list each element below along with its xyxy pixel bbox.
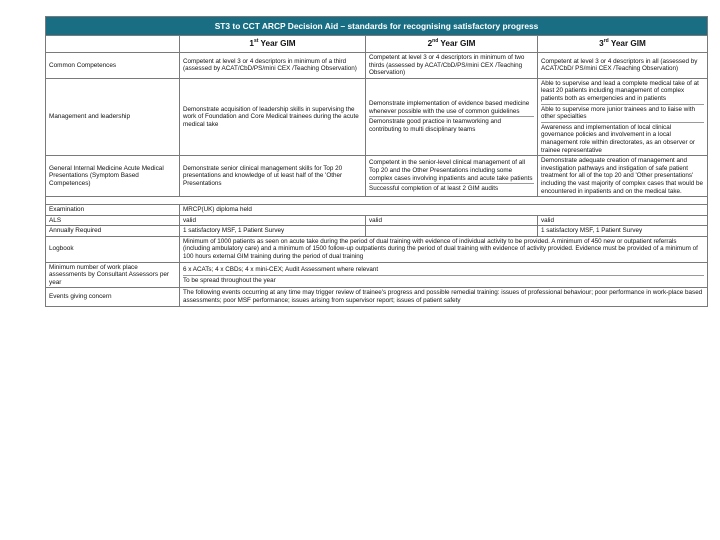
title-row bbox=[46, 17, 708, 36]
row-common-competences bbox=[46, 53, 708, 79]
cell-all-years: The following events occurring at any time may trigger review of trainee's progress and possible remedial training: issues of professional behaviour; poor performance in work-place based assessments; poor MSF performance; issues arising from supervisor report; issues of patient safety bbox=[180, 288, 708, 306]
year-3-suffix: rd bbox=[603, 38, 609, 44]
cell-all-years: Minimum of 1000 patients as seen on acute take during the period of dual training with evidence of individual activity to be provided. A minimum of 450 new or outpatient referrals (including ambulatory care) and a minimum of 1500 follow-up outpatients during the period of dual training with evidence of activity provided. Evidence must be provided of a minimum of 100 hours external GIM training during the period of dual training bbox=[180, 236, 708, 262]
row-workplace-assessments bbox=[46, 262, 708, 288]
cell-segment: To be spread throughout the year bbox=[183, 275, 704, 285]
cell-all-years bbox=[180, 262, 708, 288]
row-label: Annually Required bbox=[46, 226, 180, 237]
cell-year-3: Demonstrate adequate creation of management and investigation pathways and instigation of safe patient treatment for all of the top 20 and 'Other presentations' including the vast majority of complex cases that would be encountered in inpatients and on the medical take. bbox=[538, 156, 708, 197]
header-year-2 bbox=[366, 36, 538, 53]
row-label: General Internal Medicine Acute Medical Presentations (Symptom Based Competences) bbox=[46, 156, 180, 197]
cell-year-2: Competent at level 3 or 4 descriptors in minimum of two thirds (assessed by ACAT/CbD/PS/mini CEX /Teaching Observation) bbox=[366, 53, 538, 79]
cell-year-3 bbox=[538, 78, 708, 155]
arcp-decision-aid-table bbox=[45, 16, 708, 307]
cell-year-1: valid bbox=[180, 215, 366, 226]
row-label: Logbook bbox=[46, 236, 180, 262]
cell-all-years: MRCP(UK) diploma held bbox=[180, 205, 708, 216]
spacer-row bbox=[46, 197, 708, 205]
row-label: Examination bbox=[46, 205, 180, 216]
row-als bbox=[46, 215, 708, 226]
spacer-cell bbox=[46, 197, 708, 205]
year-3-label: Year GIM bbox=[608, 39, 646, 48]
cell-year-1: Demonstrate acquisition of leadership skills in supervising the work of Foundation and Core Medical trainees during the acute medical take bbox=[180, 78, 366, 155]
row-gim-presentations bbox=[46, 156, 708, 197]
year-1-label: Year GIM bbox=[258, 39, 296, 48]
row-examination bbox=[46, 205, 708, 216]
cell-year-1: 1 satisfactory MSF, 1 Patient Survey bbox=[180, 226, 366, 237]
row-annually-required bbox=[46, 226, 708, 237]
table-title: ST3 to CCT ARCP Decision Aid – standards for recognising satisfactory progress bbox=[46, 17, 708, 36]
row-label: Events giving concern bbox=[46, 288, 180, 306]
cell-segment: Competent in the senior-level clinical management of all Top 20 and the Other Presentations including some complex cases involving inpatients and acute take patients bbox=[369, 159, 533, 182]
row-label: ALS bbox=[46, 215, 180, 226]
row-management-leadership bbox=[46, 78, 708, 155]
cell-year-1: Demonstrate senior clinical management skills for Top 20 presentations and knowledge of ut least half of the 'Other Presentations bbox=[180, 156, 366, 197]
cell-segment: Able to supervise and lead a complete medical take of at least 20 patients including management of complex patients both as emergencies and in patients bbox=[541, 79, 699, 102]
cell-segment: 6 x ACATs; 4 x CBDs; 4 x mini-CEX; Audit Assessment where relevant bbox=[183, 265, 379, 273]
year-2-number: 2 bbox=[427, 39, 433, 48]
year-2-suffix: nd bbox=[432, 38, 439, 44]
row-events-concern bbox=[46, 288, 708, 306]
cell-segment: Able to supervise more junior trainees and to liaise with other specialties bbox=[541, 104, 704, 121]
cell-year-3: Competent at level 3 or 4 descriptors in all (assessed by ACAT/CbD/ PS/mini CEX /Teaching Observation) bbox=[538, 53, 708, 79]
cell-year-2: valid bbox=[366, 215, 538, 226]
cell-year-2 bbox=[366, 78, 538, 155]
cell-year-2 bbox=[366, 156, 538, 197]
cell-year-2 bbox=[366, 226, 538, 237]
row-label: Common Competences bbox=[46, 53, 180, 79]
cell-year-3: 1 satisfactory MSF, 1 Patient Survey bbox=[538, 226, 708, 237]
year-3-number: 3 bbox=[599, 39, 604, 48]
cell-segment: Demonstrate good practice in teamworking and contributing to multi disciplinary teams bbox=[369, 116, 534, 133]
row-logbook bbox=[46, 236, 708, 262]
cell-segment: Successful completion of at least 2 GIM audits bbox=[369, 183, 534, 193]
row-label: Management and leadership bbox=[46, 78, 180, 155]
header-year-3 bbox=[538, 36, 708, 53]
year-1-number: 1 bbox=[249, 39, 254, 48]
row-label: Minimum number of work place assessments by Consultant Assessors per year bbox=[46, 262, 180, 288]
year-2-label: Year GIM bbox=[438, 39, 476, 48]
cell-year-3: valid bbox=[538, 215, 708, 226]
header-empty-cell bbox=[46, 36, 180, 53]
cell-segment: Demonstrate implementation of evidence based medicine whenever possible with the use of common guidelines bbox=[369, 100, 530, 115]
cell-year-1: Competent at level 3 or 4 descriptors in minimum of a third (assessed by ACAT/CbD/PS/mini CEX /Teaching Observation) bbox=[180, 53, 366, 79]
header-row bbox=[46, 36, 708, 53]
year-1-suffix: st bbox=[253, 38, 259, 44]
header-year-1 bbox=[180, 36, 366, 53]
cell-segment: Awareness and implementation of local clinical governance policies and involvement in a local management role within directorates, as an observer or trainee representative bbox=[541, 122, 704, 154]
